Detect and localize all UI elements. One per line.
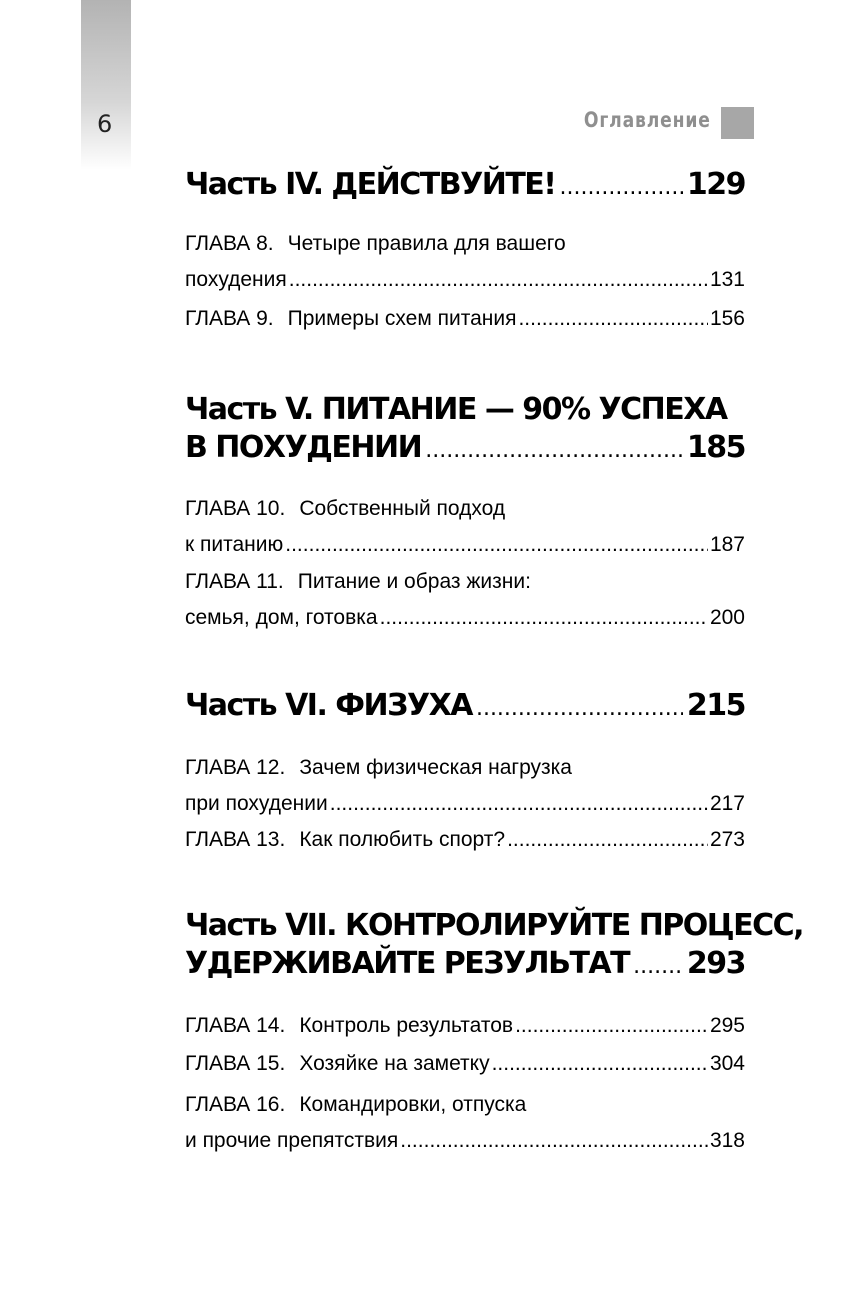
part-title: Часть IV. ДЕЙСТВУЙТЕ! <box>185 167 556 202</box>
running-head-block <box>721 107 754 139</box>
leader-dots <box>476 690 683 728</box>
chapter-page: 295 <box>709 1014 745 1037</box>
page-number: 6 <box>97 110 113 138</box>
chapter-title-line: Контроль результатов <box>299 1014 514 1037</box>
part-title: В ПОХУДЕНИИ <box>185 430 422 465</box>
chapter-title-line: к питанию <box>185 533 284 556</box>
part-title: Часть V. ПИТАНИЕ — 90% УСПЕХА <box>185 392 727 427</box>
chapter-label: ГЛАВА 11. <box>185 570 284 593</box>
leader-dots <box>559 169 682 207</box>
chapter-page: 156 <box>709 307 745 330</box>
chapter-15-entry[interactable] <box>185 1046 745 1082</box>
chapter-title-line: Питание и образ жизни: <box>297 570 531 593</box>
chapter-page: 200 <box>709 606 745 629</box>
part-6-heading[interactable] <box>185 687 745 728</box>
chapter-title-line: Зачем физическая нагрузка <box>299 756 572 779</box>
leader-dots <box>492 1046 708 1082</box>
part-4-heading[interactable] <box>185 166 745 207</box>
chapter-title-line: Как полюбить спорт? <box>299 828 506 851</box>
leader-dots <box>633 948 683 986</box>
part-title: УДЕРЖИВАЙТЕ РЕЗУЛЬТАТ <box>185 946 630 981</box>
leader-dots <box>425 432 683 470</box>
chapter-title-line: и прочие препятствия <box>185 1129 399 1152</box>
part-page: 215 <box>686 688 745 723</box>
chapter-12-entry[interactable] <box>185 750 745 822</box>
chapter-page: 187 <box>709 533 745 556</box>
chapter-title-line: при похудении <box>185 792 328 815</box>
chapter-9-entry[interactable] <box>185 301 745 337</box>
chapter-page: 318 <box>709 1129 745 1152</box>
leader-dots <box>400 1123 708 1159</box>
leader-dots <box>507 822 708 858</box>
part-5-heading[interactable] <box>185 391 745 470</box>
chapter-label: ГЛАВА 12. <box>185 756 286 779</box>
leader-dots <box>285 527 708 563</box>
chapter-label: ГЛАВА 15. <box>185 1052 286 1075</box>
chapter-16-entry[interactable] <box>185 1087 745 1159</box>
chapter-label: ГЛАВА 9. <box>185 307 274 330</box>
leader-dots <box>289 262 708 298</box>
chapter-10-entry[interactable] <box>185 491 745 563</box>
chapter-label: ГЛАВА 16. <box>185 1093 286 1116</box>
chapter-title-line: Примеры схем питания <box>287 307 517 330</box>
chapter-label: ГЛАВА 10. <box>185 497 286 520</box>
part-7-heading[interactable] <box>185 907 804 986</box>
chapter-14-entry[interactable] <box>185 1008 745 1044</box>
chapter-page: 131 <box>709 268 745 291</box>
chapter-8-entry[interactable] <box>185 226 745 298</box>
part-title: Часть VII. КОНТРОЛИРУЙТЕ ПРОЦЕСС, <box>185 908 804 943</box>
chapter-page: 217 <box>709 792 745 815</box>
chapter-title-line: Хозяйке на заметку <box>299 1052 490 1075</box>
chapter-title-line: Собственный подход <box>299 497 506 520</box>
leader-dots <box>515 1008 708 1044</box>
chapter-title-line: похудения <box>185 268 287 291</box>
part-page: 185 <box>686 430 745 465</box>
leader-dots <box>330 786 708 822</box>
chapter-title-line: Четыре правила для вашего <box>287 232 566 255</box>
part-page: 129 <box>686 167 745 202</box>
side-thumb-tab <box>81 0 131 170</box>
chapter-title-line: Командировки, отпуска <box>299 1093 527 1116</box>
part-title: Часть VI. ФИЗУХА <box>185 688 472 723</box>
leader-dots <box>380 600 708 636</box>
chapter-title-line: семья, дом, готовка <box>185 606 378 629</box>
chapter-page: 273 <box>709 828 745 851</box>
chapter-13-entry[interactable] <box>185 822 745 858</box>
leader-dots <box>518 301 707 337</box>
chapter-label: ГЛАВА 13. <box>185 828 286 851</box>
chapter-page: 304 <box>709 1052 745 1075</box>
running-head: Оглавление <box>584 108 711 132</box>
part-page: 293 <box>686 946 745 981</box>
chapter-label: ГЛАВА 14. <box>185 1014 286 1037</box>
chapter-label: ГЛАВА 8. <box>185 232 274 255</box>
chapter-11-entry[interactable] <box>185 564 745 636</box>
